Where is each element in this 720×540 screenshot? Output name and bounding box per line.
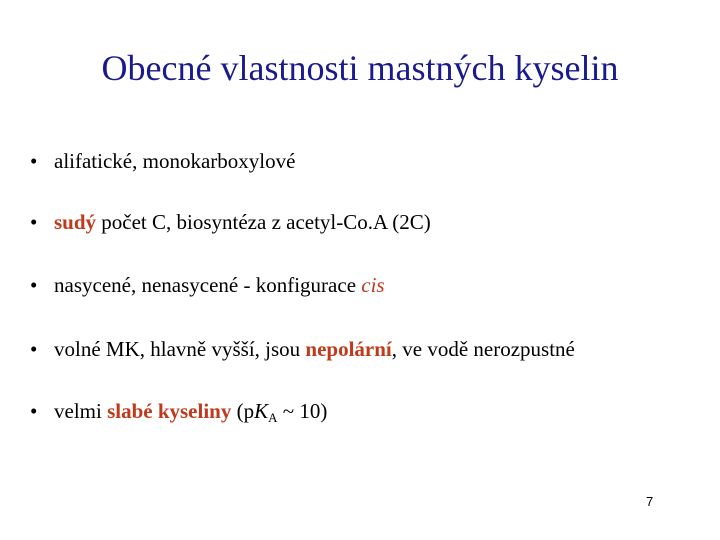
bullet-text: počet C, biosyntéza z acetyl-Co.A (2C)	[96, 210, 431, 234]
bullet-item-5	[30, 398, 327, 431]
bullet-paren-open: (p	[231, 399, 255, 423]
bullet-dot: •	[30, 149, 38, 173]
pk-subscript: A	[268, 410, 278, 425]
highlight-cis: cis	[361, 273, 385, 297]
pk-symbol: K	[254, 399, 269, 423]
bullet-text-after: ~ 10)	[277, 399, 328, 423]
bullet-text-before: velmi	[54, 399, 108, 423]
bullet-item-2	[30, 209, 431, 235]
bullet-text-before: volné MK, hlavně vyšší, jsou	[54, 337, 306, 361]
bullet-text-after: , ve vodě nerozpustné	[391, 337, 575, 361]
bullet-item-4	[30, 336, 575, 362]
bullet-dot: •	[30, 399, 38, 423]
bullet-text: nasycené, nenasycené - konfigurace	[54, 273, 362, 297]
highlight-sudy: sudý	[54, 210, 97, 234]
highlight-slabe-kyseliny: slabé kyseliny	[107, 399, 232, 423]
slide-title: Obecné vlastnosti mastných kyselin	[101, 48, 619, 88]
bullet-text: alifatické, monokarboxylové	[54, 149, 296, 173]
bullet-dot: •	[30, 337, 38, 361]
page-number: 7	[646, 494, 654, 509]
bullet-dot: •	[30, 210, 38, 234]
bullet-dot: •	[30, 273, 38, 297]
bullet-item-1	[30, 148, 295, 174]
bullet-item-3	[30, 272, 385, 298]
highlight-nepolarni: nepolární	[305, 337, 392, 361]
